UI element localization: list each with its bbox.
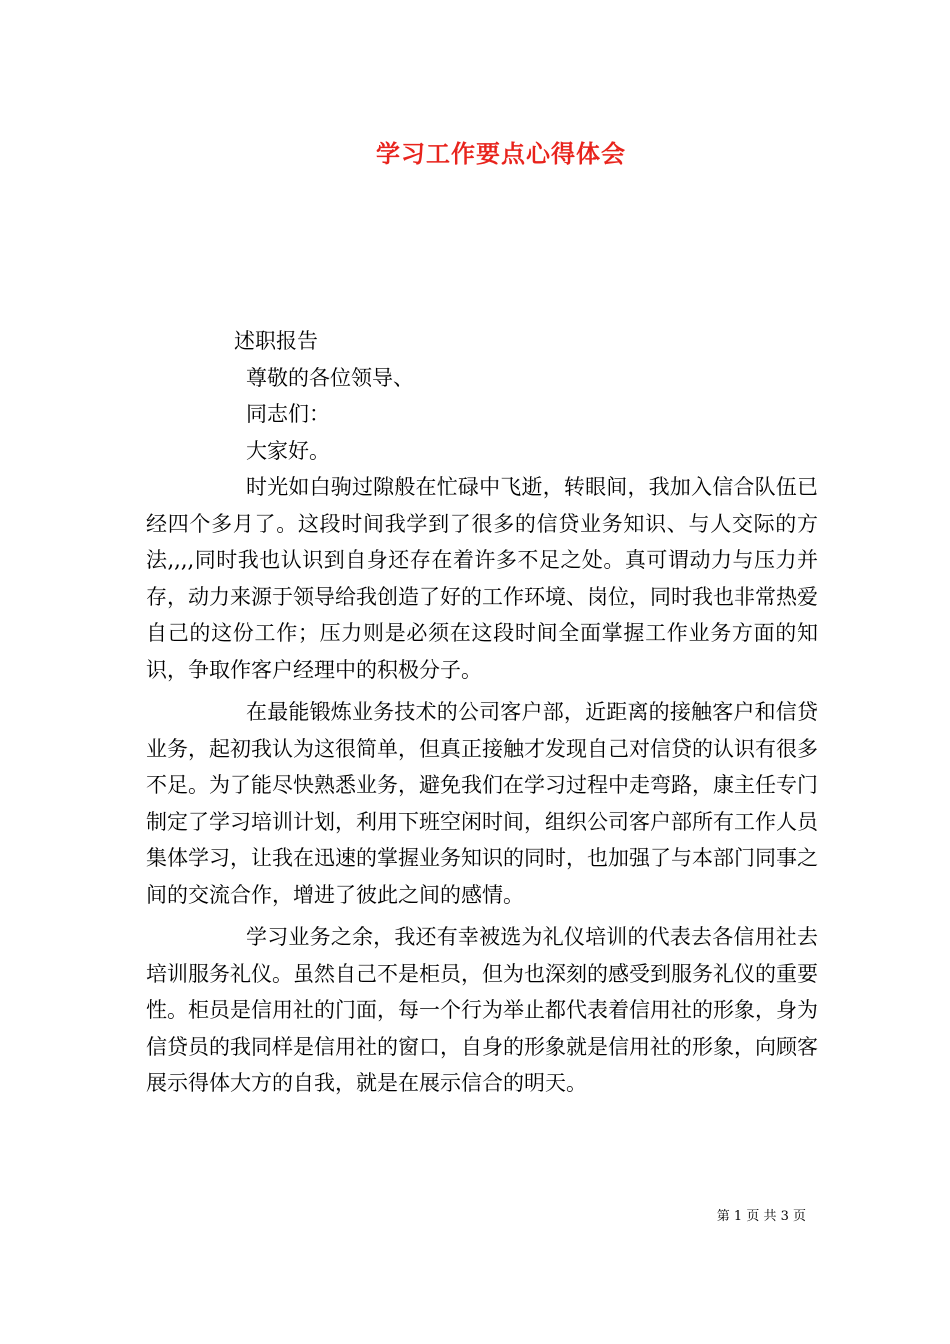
page-number: 第 1 页 共 3 页 [716, 1209, 806, 1224]
paragraph-3: 学习业务之余，我还有幸被选为礼仪培训的代表去各信用社去培训服务礼仪。虽然自己不是柜员，但为也深刻的感受到服务礼仪的重要性。柜员是信用社的门面，每一个行为举止都代表着信用社的形象，身为信贷员的我同样是信用社的窗口，自身的形象就是信用社的形象，向顾客展示得体大方的自我，就是在展示信合的明天。 [146, 925, 818, 1095]
salutation-line-1: 尊敬的各位领导、 [246, 365, 414, 390]
greeting-line: 大家好。 [246, 438, 330, 463]
report-heading: 述职报告 [234, 329, 318, 353]
document-title: 学习工作要点心得体会 [376, 139, 626, 168]
salutation-line-2: 同志们： [246, 402, 330, 426]
paragraph-2: 在最能锻炼业务技术的公司客户部，近距离的接触客户和信贷业务，起初我认为这很简单，但真正接触才发现自己对信贷的认识有很多不足。为了能尽快熟悉业务，避免我们在学习过程中走弯路，康主任专门制定了学习培训计划，利用下班空闲时间，组织公司客户部所有工作人员集体学习，让我在迅速的掌握业务知识的同时，也加强了与本部门同事之间的交流合作，增进了彼此之间的感情。 [146, 700, 818, 907]
document-body [146, 323, 818, 1102]
paragraph-1: 时光如白驹过隙般在忙碌中飞逝，转眼间，我加入信合队伍已经四个多月了。这段时间我学到了很多的信贷业务知识、与人交际的方法,,,,同时我也认识到自身还存在着许多不足之处。真可谓动力与压力并存，动力来源于领导给我创造了好的工作环境、岗位，同时我也非常热爱自己的这份工作；压力则是必须在这段时间全面掌握工作业务方面的知识，争取作客户经理中的积极分子。 [146, 475, 818, 682]
